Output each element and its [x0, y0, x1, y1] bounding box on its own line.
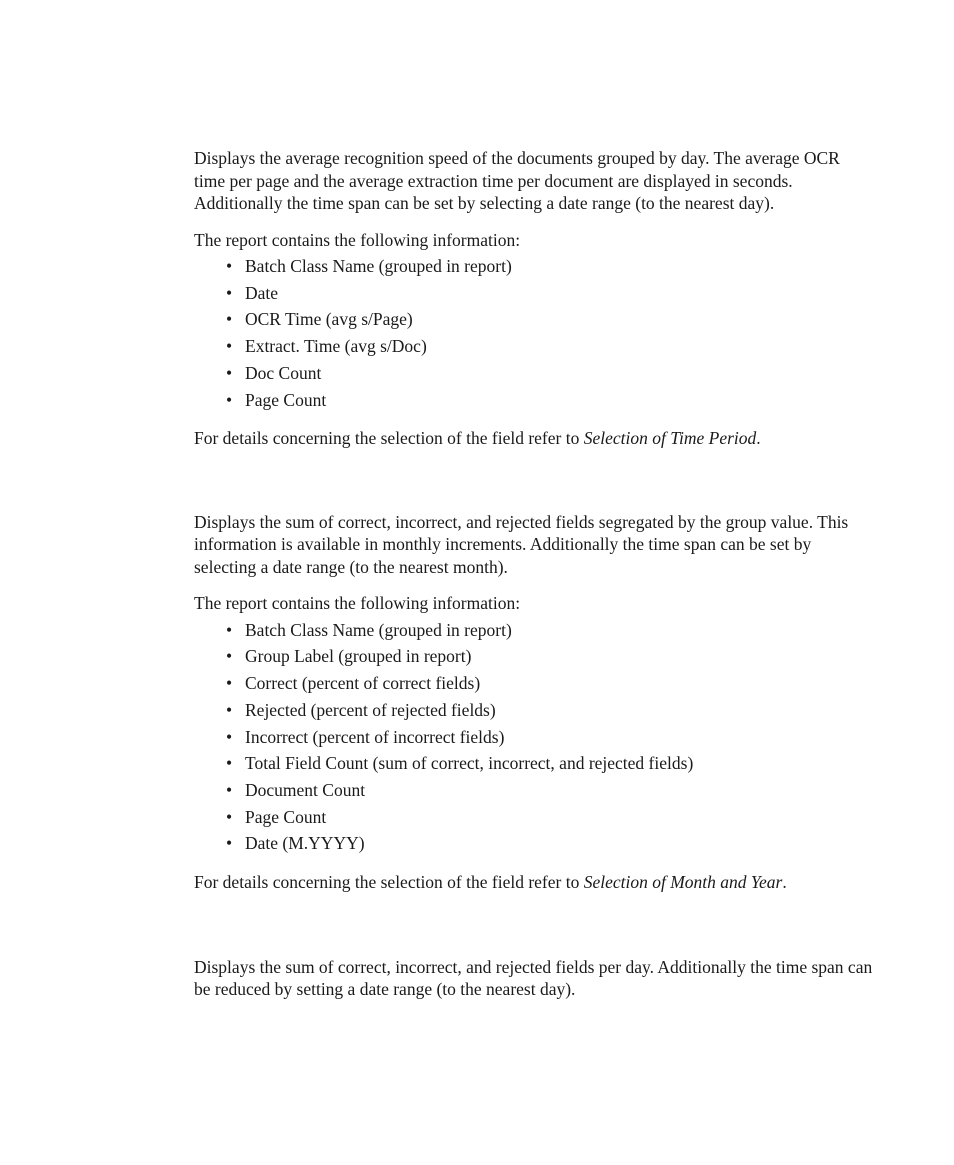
list-item: • Total Field Count (sum of correct, incorrect, and rejected fields): [194, 750, 874, 777]
cross-reference-link[interactable]: Selection of Month and Year: [583, 872, 783, 893]
list-item: • Incorrect (percent of incorrect fields): [194, 724, 874, 751]
list-item: • Batch Class Name (grouped in report): [194, 617, 874, 644]
cross-reference: For details concerning the selection of the field refer to Selection of Month and Year.: [194, 872, 787, 893]
field-list: [194, 617, 874, 857]
bullet-icon: •: [226, 779, 233, 800]
bullet-icon: •: [226, 726, 233, 747]
list-item: • Rejected (percent of rejected fields): [194, 697, 874, 724]
bullet-icon: •: [226, 256, 233, 276]
list-item: • OCR Time (avg s/Page): [194, 306, 874, 333]
bullet-icon: •: [226, 806, 233, 827]
bullet-icon: •: [226, 673, 233, 694]
bullet-icon: •: [226, 699, 233, 720]
cross-reference-link[interactable]: Selection of Time Period: [583, 428, 757, 449]
bullet-icon: •: [226, 833, 233, 854]
bullet-icon: •: [226, 309, 233, 330]
cross-reference: For details concerning the selection of the field refer to Selection of Time Period.: [194, 428, 761, 449]
report-section-recognition-speed: [194, 147, 874, 450]
section-description: Displays the sum of correct, incorrect, and rejected fields segregated by the group value. This information is available in monthly increments. Additionally the time span can be set by selecting a date range (to the nearest month).: [194, 511, 849, 577]
bullet-icon: •: [226, 646, 233, 667]
section-intro: The report contains the following information:: [194, 229, 521, 250]
list-item: • Date: [194, 280, 874, 307]
list-item: • Group Label (grouped in report): [194, 643, 874, 670]
list-item: • Page Count: [194, 804, 874, 831]
list-item: • Doc Count: [194, 360, 874, 387]
section-intro: The report contains the following information:: [194, 593, 521, 614]
list-item: • Date (M.YYYY): [194, 830, 874, 857]
list-item: • Batch Class Name (grouped in report): [194, 253, 874, 280]
list-item: • Extract. Time (avg s/Doc): [194, 333, 874, 360]
list-item: • Page Count: [194, 387, 874, 414]
report-section-field-accuracy-by-day: [194, 956, 874, 1001]
bullet-icon: •: [226, 282, 233, 303]
list-item: • Correct (percent of correct fields): [194, 670, 874, 697]
list-item: • Document Count: [194, 777, 874, 804]
field-list: [194, 253, 874, 413]
bullet-icon: •: [226, 362, 233, 383]
bullet-icon: •: [226, 619, 233, 640]
report-section-field-accuracy-by-group: [194, 511, 874, 894]
section-description: Displays the average recognition speed of the documents grouped by day. The average OCR time per page and the average extraction time per document are displayed in seconds. Additionally the time span can be set by selecting a date range (to the nearest day).: [194, 148, 840, 213]
document-page: [194, 147, 874, 1015]
bullet-icon: •: [226, 753, 233, 774]
bullet-icon: •: [226, 336, 233, 357]
bullet-icon: •: [226, 389, 233, 410]
section-description: Displays the sum of correct, incorrect, and rejected fields per day. Additionally the time span can be reduced by setting a date range (to the nearest day).: [194, 956, 873, 1000]
